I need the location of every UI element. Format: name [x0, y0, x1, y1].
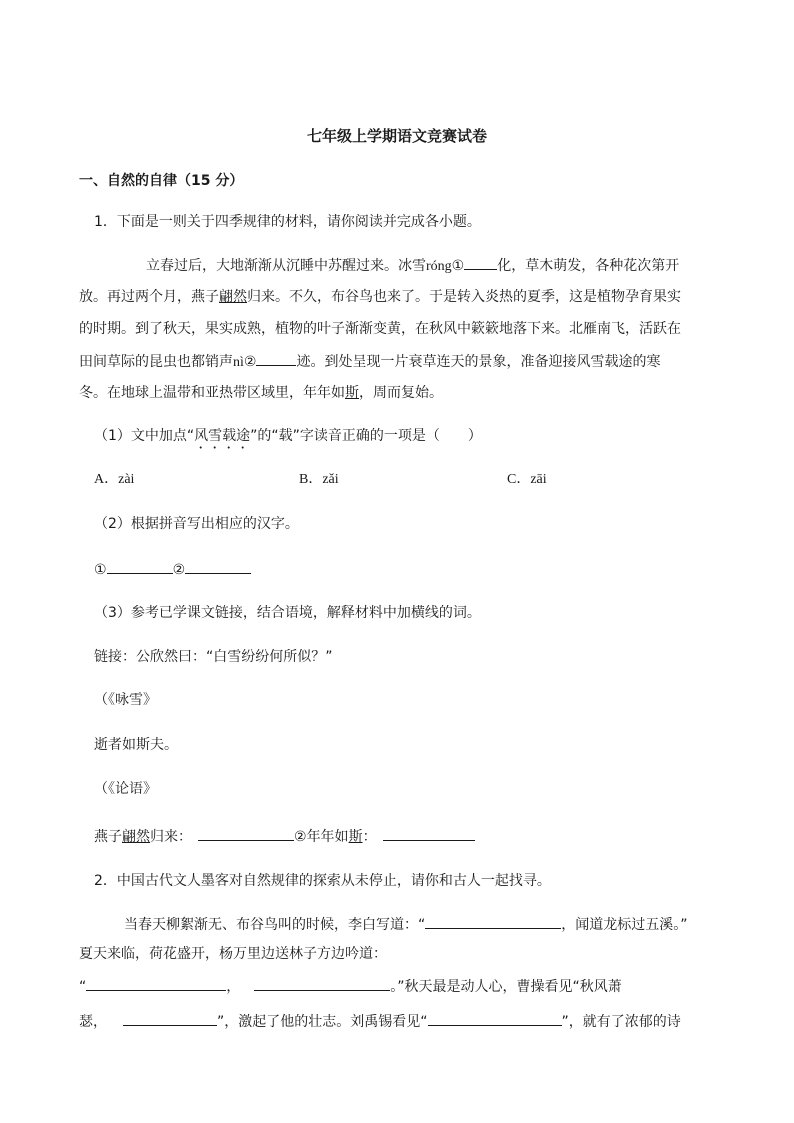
answer-text: 燕子	[94, 829, 122, 845]
passage-blank-1[interactable]	[464, 255, 497, 270]
passage-line-3: 的时期。到了秋天，果实成熟，植物的叶子渐渐变黄，在秋风中簌簌地落下来。北雁南飞，活跃在	[79, 321, 681, 337]
poem-blank-4[interactable]	[123, 1011, 217, 1026]
passage-text: 田间草际的昆虫也都销声	[79, 354, 233, 370]
answer-blank-1[interactable]	[107, 559, 173, 574]
answer-line-words	[94, 826, 475, 847]
option-a[interactable]: A．zài	[94, 472, 135, 487]
sub-question-3: （3）参考已学课文链接，结合语境，解释材料中加横线的词。	[94, 605, 481, 621]
blank-marker-1: ①	[451, 258, 465, 274]
answer-marker-2: ②	[172, 562, 186, 578]
passage-text: 冬。在地球上温带和亚热带区域里，年年如	[79, 385, 345, 401]
q2-text: 。”秋天最是动人心，曹操看见“秋风萧	[390, 979, 622, 995]
q2-line-1	[124, 914, 688, 935]
poem-blank-1[interactable]	[425, 914, 561, 929]
passage-text: 迹。到处呈现一片衰草连天的景象，准备迎接风雪载途的寒	[296, 354, 661, 370]
q2-text: ”，激起了他的壮志。刘禹锡看见“	[217, 1014, 428, 1030]
option-b[interactable]: B．zǎi	[299, 472, 339, 487]
q2-text: ，闻道龙标过五溪。”	[561, 917, 688, 933]
section-heading: 一、自然的自律（15 分）	[79, 173, 244, 189]
poem-blank-2[interactable]	[86, 976, 226, 991]
source-yongxue: （《咏雪》	[94, 692, 157, 708]
q2-line-4	[79, 1011, 681, 1032]
passage-line-5	[79, 383, 443, 403]
passage-line-1	[146, 255, 679, 277]
passage-line-4	[79, 351, 660, 373]
sub-question-1	[94, 426, 482, 452]
link-quote: 链接：公欣然曰：“白雪纷纷何所似？”	[94, 649, 333, 665]
q2-text: “	[79, 979, 87, 995]
q2-text: ，	[226, 979, 241, 995]
passage-line-2	[79, 287, 681, 307]
underlined-word-pianran: 翩然	[219, 289, 247, 305]
passage-text: 立春过后，大地渐渐从沉睡中苏醒过来。冰雪	[146, 258, 426, 274]
pinyin-ni: nì	[233, 355, 244, 370]
passage-text: 放。再过两个月，燕子	[79, 289, 219, 305]
answer-line-pinyin	[94, 559, 251, 580]
poem-blank-5[interactable]	[428, 1011, 562, 1026]
answer-marker-1: ①	[94, 562, 107, 578]
q2-text: 当春天柳絮渐无、布谷鸟叫的时候，李白写道：“	[124, 917, 426, 933]
quote-lunyu: 逝者如斯夫。	[94, 737, 178, 753]
answer-blank-4[interactable]	[383, 826, 475, 841]
pinyin-rong: róng	[426, 259, 452, 274]
source-lunyu: （《论语》	[94, 781, 157, 797]
dotted-phrase: 风雪载途	[194, 428, 251, 444]
sub-question-text: （1）文中加点“	[94, 428, 195, 444]
option-c[interactable]: C．zāi	[507, 472, 547, 487]
sub-question-2: （2）根据拼音写出相应的汉字。	[94, 516, 299, 532]
passage-text: 化，草木萌发，各种花次第开	[497, 258, 680, 274]
q2-text: ”，就有了浓郁的诗	[561, 1014, 681, 1030]
passage-blank-2[interactable]	[256, 351, 296, 366]
sub-question-text: ”的“载”字读音正确的一项是（ ）	[250, 428, 482, 444]
underlined-word-si: 斯	[348, 829, 363, 845]
underlined-word-si: 斯	[345, 385, 359, 401]
answer-text: ：	[362, 829, 377, 845]
answer-text: 归来：	[150, 829, 192, 845]
blank-marker-2: ②	[243, 354, 257, 370]
answer-blank-2[interactable]	[185, 559, 251, 574]
q2-line-3	[79, 976, 622, 997]
passage-text: 归来。不久，布谷鸟也来了。于是转入炎热的夏季，这是植物孕育果实	[247, 289, 681, 305]
answer-marker-2: ②	[294, 829, 307, 845]
q2-line-2: 夏天来临，荷花盛开，杨万里边送林子方边吟道：	[79, 946, 387, 962]
question-1-intro: 1．下面是一则关于四季规律的材料，请你阅读并完成各小题。	[94, 214, 481, 230]
q2-text: 瑟，	[79, 1014, 107, 1030]
page-title: 七年级上学期语文竞赛试卷	[306, 127, 487, 145]
question-2-intro: 2．中国古代文人墨客对自然规律的探索从未停止，请你和古人一起找寻。	[94, 873, 551, 889]
passage-text: ，周而复始。	[359, 385, 443, 401]
poem-blank-3[interactable]	[254, 976, 390, 991]
answer-blank-3[interactable]	[198, 826, 294, 841]
answer-text: 年年如	[306, 829, 349, 845]
underlined-word-pianran: 翩然	[122, 829, 150, 845]
